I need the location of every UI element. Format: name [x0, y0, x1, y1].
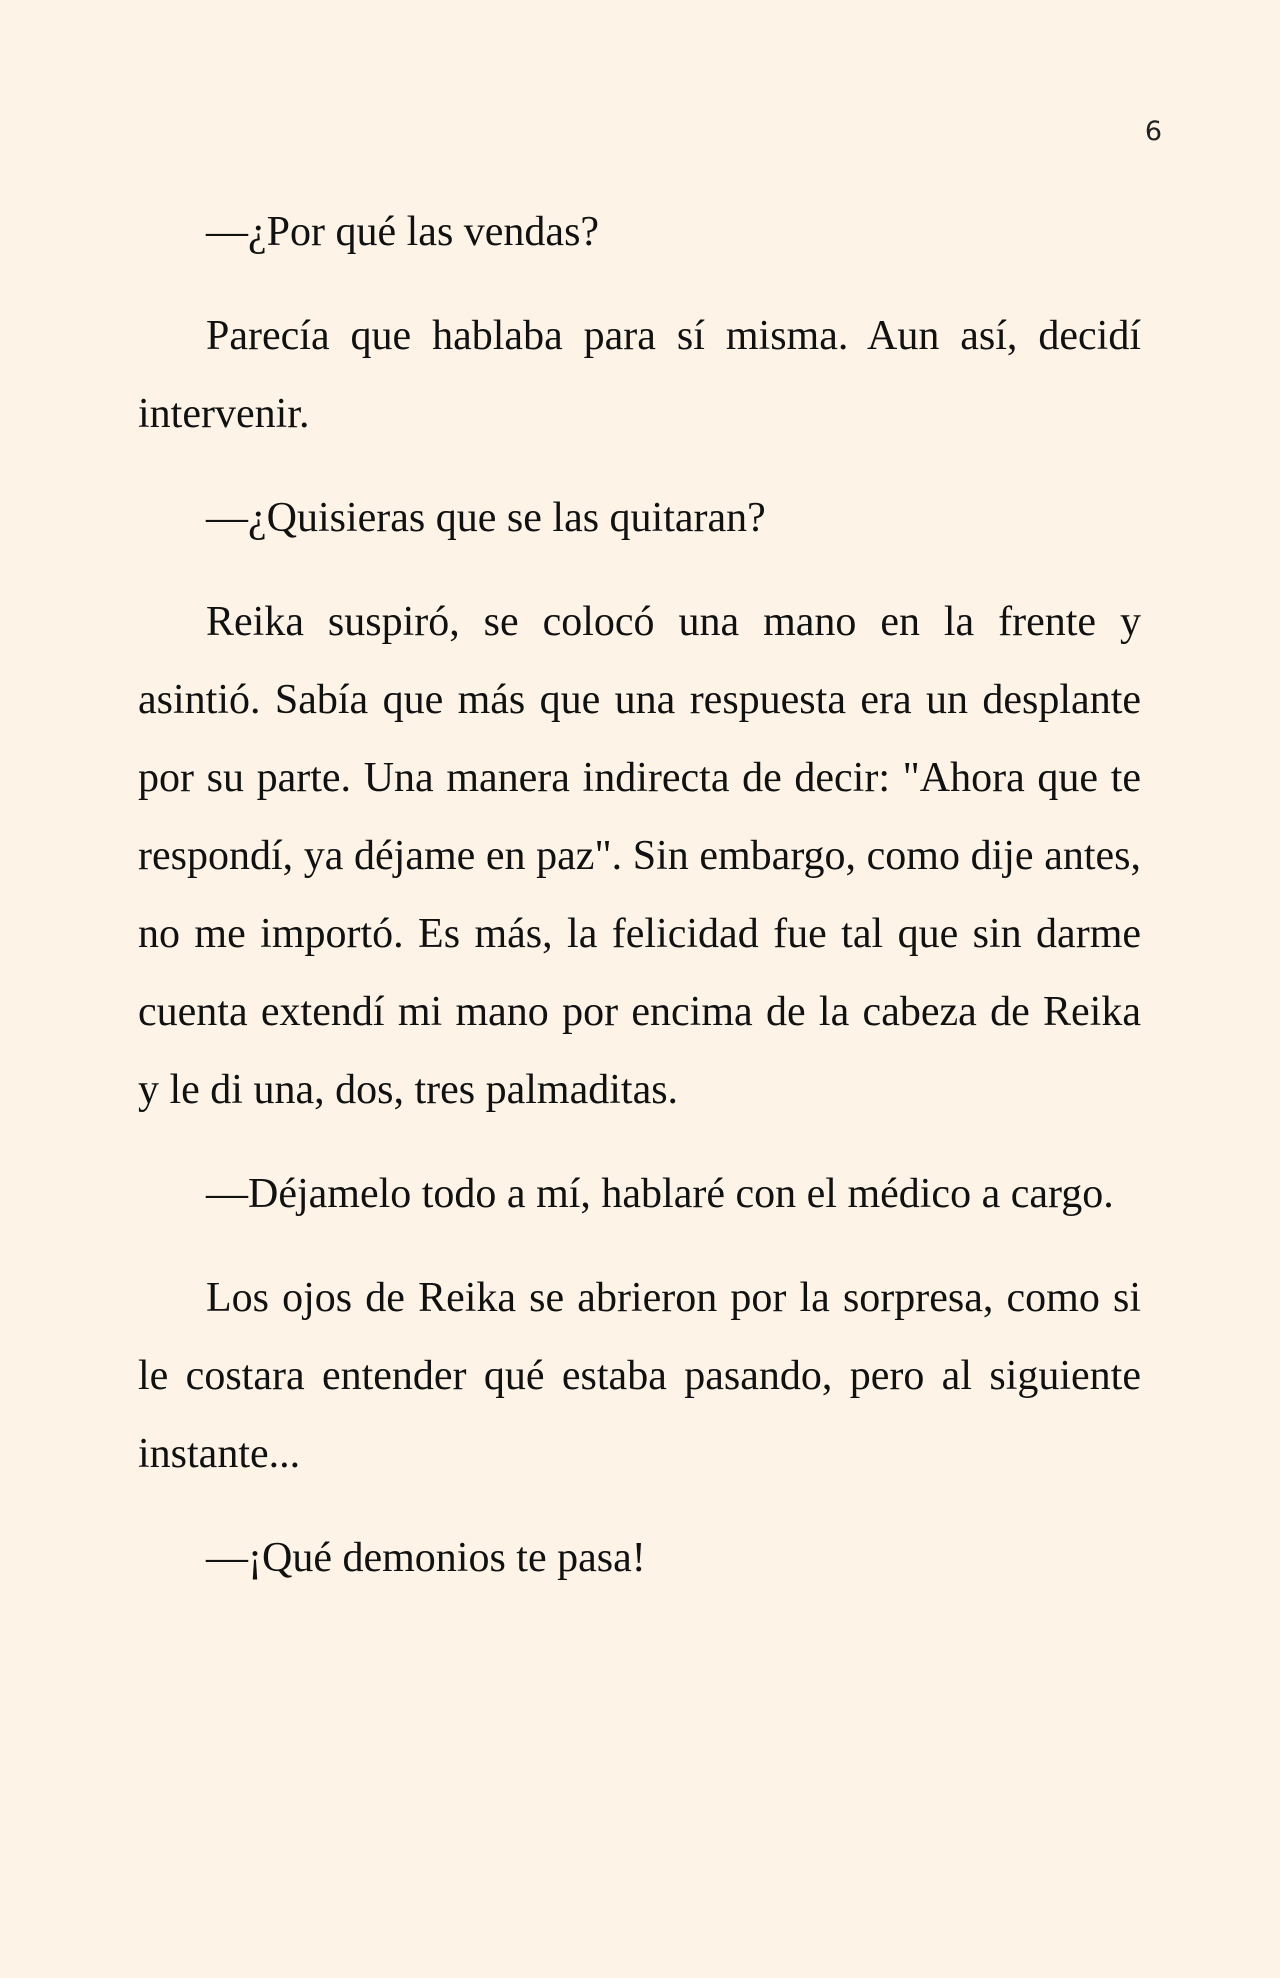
paragraph: —¡Qué demonios te pasa! — [206, 1535, 646, 1581]
paragraph: —¿Por qué las vendas? — [206, 209, 600, 255]
paragraph: Los ojos de Reika se abrieron por la sorpresa, como si le costara entender qué estaba pasando, pero al siguiente instante... — [138, 1275, 1141, 1477]
paragraph: Reika suspiró, se colocó una mano en la frente y asintió. Sabía que más que una respuesta era un desplante por su parte. Una manera indirecta de decir: "Ahora que te respondí, ya déjame en paz". Sin embargo, como dije antes, no me importó. Es más, la felicidad fue tal que sin darme cuenta extendí mi mano por encima de la cabeza de Reika y le di una, dos, tres palmaditas. — [138, 599, 1141, 1113]
body-text — [138, 193, 1141, 1623]
paragraph: —Déjamelo todo a mí, hablaré con el médico a cargo. — [206, 1171, 1114, 1217]
paragraph: —¿Quisieras que se las quitaran? — [206, 495, 766, 541]
page-number: 6 — [1144, 116, 1162, 147]
paragraph: Parecía que hablaba para sí misma. Aun así, decidí intervenir. — [138, 313, 1141, 437]
